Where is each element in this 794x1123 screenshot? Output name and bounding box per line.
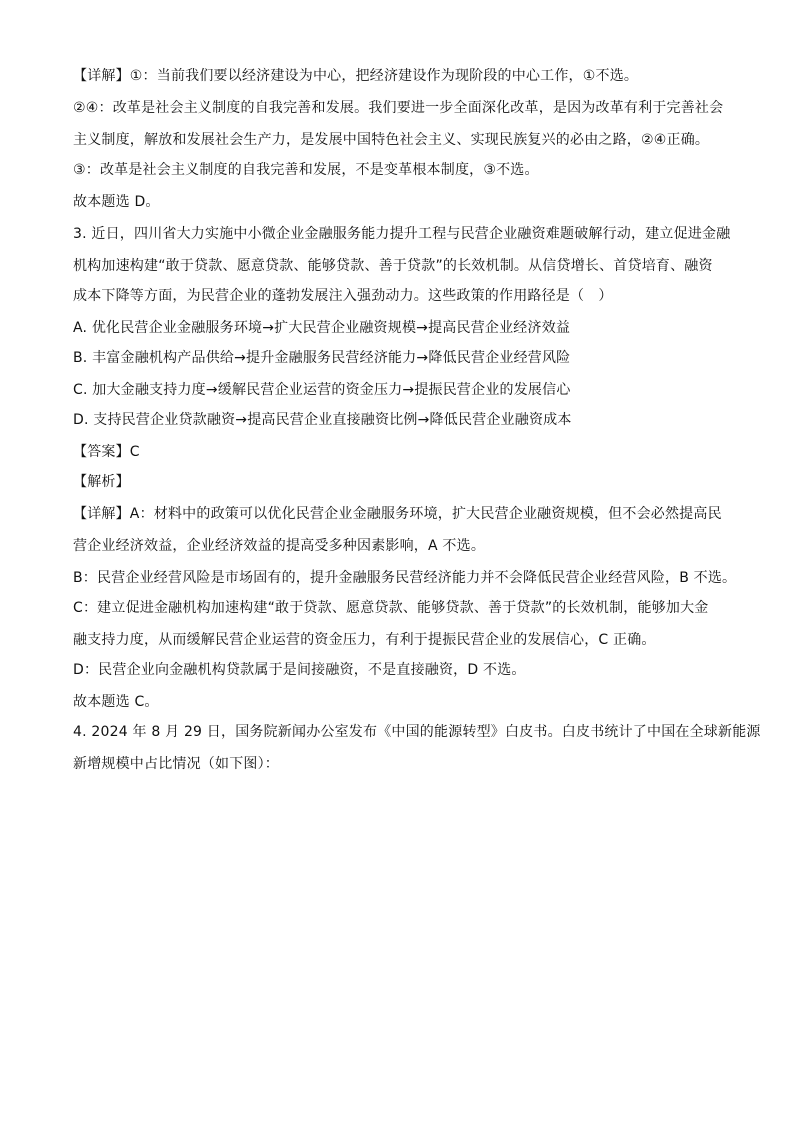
q3-detail-d: D：民营企业向金融机构贷款属于是间接融资，不是直接融资，D 不选。	[73, 662, 526, 678]
q3-stem-cont-2: 成本下降等方面，为民营企业的蓬勃发展注入强劲动力。这些政策的作用路径是（ ）	[73, 288, 613, 304]
q2-conclusion: 故本题选 D。	[73, 194, 160, 210]
q3-option-d: D. 支持民营企业贷款融资→提高民营企业直接融资比例→降低民营企业融资成本	[73, 412, 572, 428]
detail-point-2-4: ②④：改革是社会主义制度的自我完善和发展。我们要进一步全面深化改革，是因为改革有利于完善社会	[73, 100, 724, 116]
q3-detail-c: C：建立促进金融机构加速构建“敢于贷款、愿意贷款、能够贷款、善于贷款”的长效机制，能够加大金	[73, 600, 709, 616]
q4-stem: 4. 2024 年 8 月 29 日，国务院新闻办公室发布《中国的能源转型》白皮书。白皮书统计了中国在全球新能源	[73, 724, 761, 740]
q3-conclusion: 故本题选 C。	[73, 694, 159, 710]
q3-answer: 【答案】C	[73, 444, 140, 460]
q3-detail-a-cont: 营企业经济效益，企业经济效益的提高受多种因素影响，A 不选。	[73, 538, 486, 554]
detail-point-3: ③：改革是社会主义制度的自我完善和发展，不是变革根本制度，③不选。	[73, 162, 539, 178]
q3-detail-a: 【详解】A：材料中的政策可以优化民营企业金融服务环境，扩大民营企业融资规模，但不会必然提高民	[73, 506, 722, 522]
q3-option-b: B. 丰富金融机构产品供给→提升金融服务民营经济能力→降低民营企业经营风险	[73, 350, 571, 366]
detail-point-1: 【详解】①：当前我们要以经济建设为中心，把经济建设作为现阶段的中心工作，①不选。	[73, 68, 639, 84]
q3-detail-b: B：民营企业经营风险是市场固有的，提升金融服务民营经济能力并不会降低民营企业经营风险，B 不选。	[73, 570, 737, 586]
q3-stem-cont-1: 机构加速构建“敢于贷款、愿意贷款、能够贷款、善于贷款”的长效机制。从信贷增长、首贷培育、融资	[73, 258, 713, 274]
q4-stem-cont: 新增规模中占比情况（如下图）：	[73, 756, 279, 772]
q3-stem: 3. 近日，四川省大力实施中小微企业金融服务能力提升工程与民营企业融资难题破解行动，建立促进金融	[73, 226, 731, 242]
detail-point-2-4-cont: 主义制度，解放和发展社会生产力，是发展中国特色社会主义、实现民族复兴的必由之路，②④正确。	[73, 132, 710, 148]
q3-option-a: A. 优化民营企业金融服务环境→扩大民营企业融资规模→提高民营企业经济效益	[73, 320, 571, 336]
q3-analysis-heading: 【解析】	[73, 474, 130, 490]
q3-detail-c-cont: 融支持力度，从而缓解民营企业运营的资金压力，有利于提振民营企业的发展信心，C 正确。	[73, 632, 656, 648]
q3-option-c: C. 加大金融支持力度→缓解民营企业运营的资金压力→提振民营企业的发展信心	[73, 382, 571, 398]
